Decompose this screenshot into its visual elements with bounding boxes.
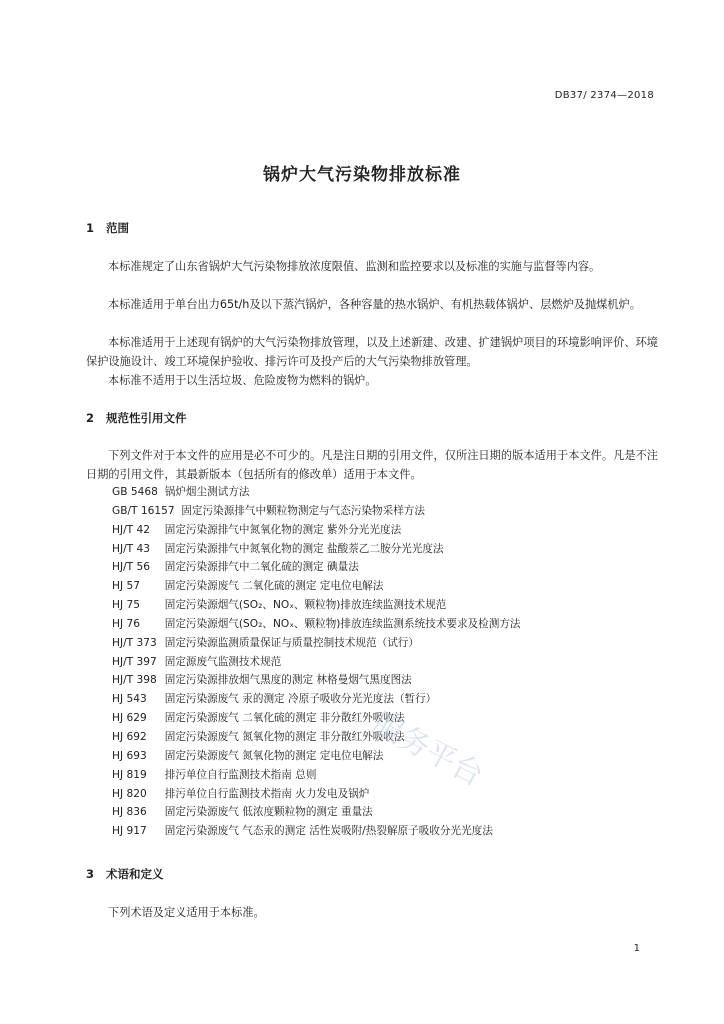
reference-item	[112, 747, 521, 766]
reference-item	[112, 615, 521, 634]
page-number: 1	[633, 943, 640, 954]
svg-text:服务平台: 服务平台	[366, 706, 489, 794]
reference-item	[112, 785, 521, 804]
reference-item	[112, 634, 521, 653]
reference-code: HJ 693	[112, 749, 147, 762]
reference-code: GB/T 16157	[112, 504, 175, 517]
section-3-heading	[86, 866, 164, 882]
reference-code: HJ/T 56	[112, 561, 150, 574]
reference-title: 固定污染源排气中氮氧化物的测定 紫外分光光度法	[164, 523, 402, 536]
reference-title: 固定污染源排气中二氧化硫的测定 碘量法	[164, 561, 359, 574]
reference-item	[112, 709, 521, 728]
section-2-title: 规范性引用文件	[106, 411, 187, 425]
section-1-number: 1	[86, 221, 95, 235]
reference-title: 固定污染源废气 气态汞的测定 活性炭吸附/热裂解原子吸收分光光度法	[164, 825, 493, 838]
reference-title: 固定污染源废气 氮氧化物的测定 定电位电解法	[164, 749, 384, 762]
reference-code: HJ/T 43	[112, 542, 150, 555]
reference-item	[112, 596, 521, 615]
reference-title: 排污单位自行监测技术指南 火力发电及锅炉	[164, 787, 370, 800]
section-3-intro: 下列术语及定义适用于本标准。	[108, 906, 265, 919]
section-2-heading	[86, 410, 187, 426]
reference-code: HJ/T 397	[112, 655, 157, 668]
reference-code: GB 5468	[112, 486, 158, 498]
reference-title: 固定污染源废气 二氧化硫的测定 定电位电解法	[164, 580, 384, 593]
reference-code: HJ 836	[112, 806, 147, 819]
section-2-intro: 下列文件对于本文件的应用是必不可少的。凡是注日期的引用文件，仅所注日期的版本适用于本文件。凡是不注日期的引用文件，其最新版本（包括所有的修改单）适用于本文件。	[86, 449, 658, 481]
section-1-title: 范围	[106, 221, 129, 235]
reference-title: 固定污染源废气 低浓度颗粒物的测定 重量法	[164, 806, 373, 819]
reference-code: HJ 820	[112, 787, 147, 800]
reference-title: 固定污染源排放烟气黑度的测定 林格曼烟气黑度图法	[164, 674, 412, 687]
reference-code: HJ 692	[112, 730, 147, 743]
reference-title: 固定污染源监测质量保证与质量控制技术规范（试行）	[164, 636, 419, 649]
reference-code: HJ 917	[112, 825, 147, 838]
reference-code: HJ/T 373	[112, 636, 157, 649]
section-1-paragraph-3: 本标准适用于上述现有锅炉的大气污染物排放管理，以及上述新建、改建、扩建锅炉项目的环境影响评价、环境保护设施设计、竣工环境保护验收、排污许可及投产后的大气污染物排放管理。	[86, 336, 658, 368]
reference-item	[112, 728, 521, 747]
reference-title: 排污单位自行监测技术指南 总则	[164, 768, 317, 781]
reference-title: 固定污染源烟气(SO₂、NOₓ、颗粒物)排放连续监测系统技术要求及检测方法	[164, 617, 521, 630]
reference-code: HJ 629	[112, 712, 147, 725]
reference-title: 锅炉烟尘测试方法	[164, 486, 250, 498]
reference-title: 固定污染源废气 二氧化硫的测定 非分散红外吸收法	[164, 712, 405, 725]
reference-code: HJ/T 42	[112, 523, 150, 536]
section-3-title: 术语和定义	[106, 867, 164, 881]
reference-item	[112, 690, 521, 709]
reference-title: 固定污染源废气 氮氧化物的测定 非分散红外吸收法	[164, 730, 405, 743]
reference-item	[112, 766, 521, 785]
reference-code: HJ 819	[112, 768, 147, 781]
reference-item	[112, 521, 521, 540]
reference-title: 固定污染源排气中氮氧化物的测定 盐酸萘乙二胺分光光度法	[164, 542, 444, 555]
reference-item	[112, 502, 521, 521]
section-1-paragraph-2: 本标准适用于单台出力65t/h及以下蒸汽锅炉，各种容量的热水锅炉、有机热载体锅炉、层燃炉及抛煤机炉。	[108, 298, 641, 311]
reference-code: HJ/T 398	[112, 674, 157, 687]
reference-item	[112, 803, 521, 822]
standard-code: DB37/ 2374—2018	[554, 90, 654, 101]
section-1-paragraph-1: 本标准规定了山东省锅炉大气污染物排放浓度限值、监测和监控要求以及标准的实施与监督等内容。	[108, 260, 601, 273]
reference-item	[112, 822, 521, 841]
reference-title: 固定污染源废气 汞的测定 冷原子吸收分光光度法（暂行）	[164, 693, 437, 706]
reference-item	[112, 540, 521, 559]
reference-title: 固定源废气监测技术规范	[164, 655, 282, 668]
reference-code: HJ 75	[112, 599, 140, 612]
document-title: 锅炉大气污染物排放标准	[263, 165, 461, 185]
reference-code: HJ 57	[112, 580, 140, 593]
reference-code: HJ 543	[112, 693, 147, 706]
reference-item	[112, 483, 521, 502]
section-3-number: 3	[86, 867, 95, 881]
reference-item	[112, 671, 521, 690]
reference-item	[112, 577, 521, 596]
section-1-paragraph-4: 本标准不适用于以生活垃圾、危险废物为燃料的锅炉。	[108, 374, 377, 387]
section-2-number: 2	[86, 411, 95, 425]
reference-title: 固定污染源烟气(SO₂、NOₓ、颗粒物)排放连续监测技术规范	[164, 599, 447, 612]
section-1-heading	[86, 220, 129, 236]
reference-code: HJ 76	[112, 617, 140, 630]
reference-item	[112, 653, 521, 672]
reference-title: 固定污染源排气中颗粒物测定与气态污染物采样方法	[181, 504, 425, 517]
reference-list	[112, 483, 521, 841]
reference-item	[112, 558, 521, 577]
